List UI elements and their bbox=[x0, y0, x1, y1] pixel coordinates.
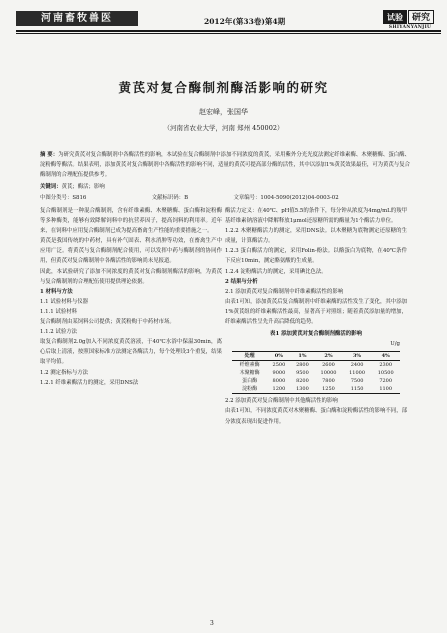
table-cell: 2800 bbox=[296, 362, 309, 369]
keywords-label: 关键词： bbox=[40, 184, 62, 190]
right-paragraph-3: 1.2.3 蛋白酶活力的测定，采用Folin-酚法。以酪蛋白为底物，在40℃条件下反应10min，测定酪氨酸的生成量。 bbox=[225, 248, 407, 265]
table-caption: 表1 添加黄芪对复合酶制剂酶活的影响 bbox=[270, 331, 362, 338]
subsection-1-2-1: 1.2.1 纤维素酶活力的测定，采用DNS法 bbox=[40, 379, 139, 386]
table-row bbox=[232, 377, 400, 385]
table-cell: 2400 bbox=[350, 362, 364, 369]
right-column bbox=[225, 206, 407, 427]
journal-logo: 河南畜牧兽医 bbox=[16, 11, 138, 26]
table-row bbox=[232, 385, 400, 394]
abstract-text: 为研究黄芪对复合酶制剂中各酶活性的影响，本试验在复合酶制剂中添加不同浓度的黄芪，采用紫外分光光度法测定纤维素酶、木聚糖酶、蛋白酶、淀粉酶等酶活。结果表明，添加黄芪对复合酶制剂中各酶活性的影响不同，适量的黄芪可提高部分酶的活性，其中以添加1%黄芪效果最佳，可为黄芪与复合酶制剂的合理配伍提供参考。 bbox=[40, 152, 410, 179]
table-cell: 纤维素酶 bbox=[239, 362, 260, 369]
classification-line bbox=[40, 193, 420, 201]
subsection-1-1-1: 1.1.1 试验材料 bbox=[40, 308, 77, 315]
subsection-2-1: 2.1 添加黄芪对复合酶制剂中纤维素酶活性的影响 bbox=[225, 288, 344, 295]
intro-paragraph-2: 黄芪是我国传统的中药材，具有补气固表、利水消肿等功效，在畜禽生产中应用广泛。将黄芪与复合酶制剂配合使用，可以发挥中药与酶制剂的协同作用，但黄芪对复合酶制剂中各酶活性的影响尚未见报道。 bbox=[40, 238, 222, 265]
issue-info: 2012年(第33卷)第4期 bbox=[204, 17, 286, 26]
intro-paragraph-3: 因此，本试验研究了添加不同浓度的黄芪对复合酶制剂酶活的影响，为黄芪与复合酶制剂的合理配伍使用提供理论依据。 bbox=[40, 268, 222, 285]
clc-label: 中图分类号： bbox=[40, 195, 73, 201]
table-cell: 2500 bbox=[272, 362, 286, 369]
section-heading-methods: 1 材料与方法 bbox=[40, 288, 73, 295]
table-cell: 11000 bbox=[349, 370, 366, 377]
method-paragraph: 取复合酶制剂2.0g加入不同浓度黄芪溶液，于40℃水浴中保温30min，离心后取上清液，按照国家标准方法测定各酶活力，每个处理设3个重复，结果取平均值。 bbox=[40, 339, 222, 366]
page-number: 3 bbox=[210, 620, 214, 627]
table-cell: 8000 bbox=[272, 378, 286, 385]
table-cell: 10500 bbox=[377, 370, 394, 377]
subsection-1-2: 1.2 测定指标与方法 bbox=[40, 369, 89, 376]
table-cell: 1300 bbox=[291, 385, 315, 394]
section-heading-results: 2 结果与分析 bbox=[225, 278, 258, 285]
subsection-1-1-2: 1.1.2 试验方法 bbox=[40, 329, 77, 336]
section-badge-right: 研究 bbox=[408, 10, 434, 24]
section-badge-english: SHIYANYANJIU bbox=[388, 25, 432, 30]
right-paragraph-2: 1.2.2 木聚糖酶活力的测定，采用DNS法。以木聚糖为底物测定还原糖的生成量，计算酶活力。 bbox=[225, 228, 407, 245]
table-cell: 8200 bbox=[296, 378, 309, 385]
left-column bbox=[40, 206, 222, 388]
table-cell: 7800 bbox=[322, 378, 335, 385]
keywords-text: 黄芪；酶活；影响 bbox=[61, 184, 105, 190]
materials-paragraph: 复合酶制剂由某饲料公司提供；黄芪粉购于中药材市场。 bbox=[40, 319, 175, 326]
right-paragraph-4: 1.2.4 淀粉酶活力的测定，采用碘比色法。 bbox=[225, 268, 327, 275]
enzyme-activity-table bbox=[232, 351, 400, 394]
section-badge-left: 试验 bbox=[383, 10, 407, 24]
table-cell: 2600 bbox=[322, 362, 335, 369]
table-header-cell: 4% bbox=[371, 352, 400, 361]
table-row bbox=[232, 369, 400, 377]
table-header-cell: 0% bbox=[267, 352, 291, 361]
table-row bbox=[232, 361, 400, 370]
table-cell: 9000 bbox=[272, 370, 286, 377]
table-cell: 2300 bbox=[379, 362, 393, 369]
table-unit: U/g bbox=[390, 341, 400, 348]
subsection-1-1: 1.1 试验材料与仪器 bbox=[40, 298, 89, 305]
results-paragraph-2: 由表1可知，不同浓度黄芪对木聚糖酶、蛋白酶和淀粉酶活性的影响不同，部分浓度表现出促进作用。 bbox=[225, 408, 407, 425]
intro-paragraph-1: 复合酶制剂是一种混合酶制剂，含有纤维素酶、木聚糖酶、蛋白酶和淀粉酶等多种酶类，能够有效降解饲料中的抗营养因子，提高饲料的利用率。近年来，在饲料中应用复合酶制剂已成为提高畜禽生产性能的重要措施之一。 bbox=[40, 208, 222, 235]
table-header-cell: 3% bbox=[343, 352, 372, 361]
clc-value: S816 bbox=[72, 195, 87, 201]
subsection-2-2: 2.2 添加黄芪对复合酶制剂中其他酶活性的影响 bbox=[225, 398, 338, 405]
abstract bbox=[40, 150, 410, 181]
article-no-value: 1004-5090(2012)04-0003-02 bbox=[260, 195, 339, 201]
doc-code-label: 文献标识码： bbox=[151, 195, 185, 201]
table-cell: 淀粉酶 bbox=[232, 385, 267, 394]
keywords bbox=[40, 182, 410, 190]
header-rule-thin bbox=[16, 33, 441, 34]
table-cell: 1100 bbox=[371, 385, 400, 394]
article-title: 黄芪对复合酶制剂酶活影响的研究 bbox=[118, 80, 329, 95]
table-cell: 1200 bbox=[267, 385, 291, 394]
table-cell: 1250 bbox=[314, 385, 343, 394]
header-rule bbox=[16, 30, 441, 32]
right-paragraph-1: 酶活力定义：在40℃、pH值5.5的条件下，每分钟从浓度为4mg/mL的羧甲基纤维素钠溶液中降解释放1μmol还原糖所需的酶量为1个酶活力单位。 bbox=[225, 208, 407, 225]
page-header bbox=[8, 8, 439, 34]
table-cell: 7500 bbox=[350, 378, 364, 385]
table-header-cell: 2% bbox=[314, 352, 343, 361]
table-cell: 木聚糖酶 bbox=[239, 370, 260, 377]
table-cell: 10000 bbox=[320, 370, 337, 377]
table-cell: 蛋白酶 bbox=[242, 378, 258, 385]
article-no-label: 文章编号： bbox=[233, 195, 261, 201]
table-header-cell: 处理 bbox=[232, 352, 267, 361]
table-cell: 7200 bbox=[379, 378, 393, 385]
table-cell: 9500 bbox=[296, 370, 309, 377]
table-header-row bbox=[232, 352, 400, 361]
table-header-cell: 1% bbox=[291, 352, 315, 361]
table-cell: 1150 bbox=[343, 385, 372, 394]
doc-code-value: B bbox=[184, 195, 189, 201]
results-paragraph-1: 由表1可知，添加黄芪后复合酶制剂中纤维素酶的活性发生了变化，其中添加1%黄芪组的纤维素酶活性最高，显著高于对照组；随着黄芪添加量的增加，纤维素酶活性呈先升高后降低的趋势。 bbox=[225, 298, 407, 326]
article-affiliation: （河南省农业大学，河南 郑州 450002） bbox=[163, 124, 284, 132]
abstract-label: 摘 要： bbox=[40, 152, 59, 158]
article-authors: 赵宏峰，张国华 bbox=[199, 108, 248, 116]
